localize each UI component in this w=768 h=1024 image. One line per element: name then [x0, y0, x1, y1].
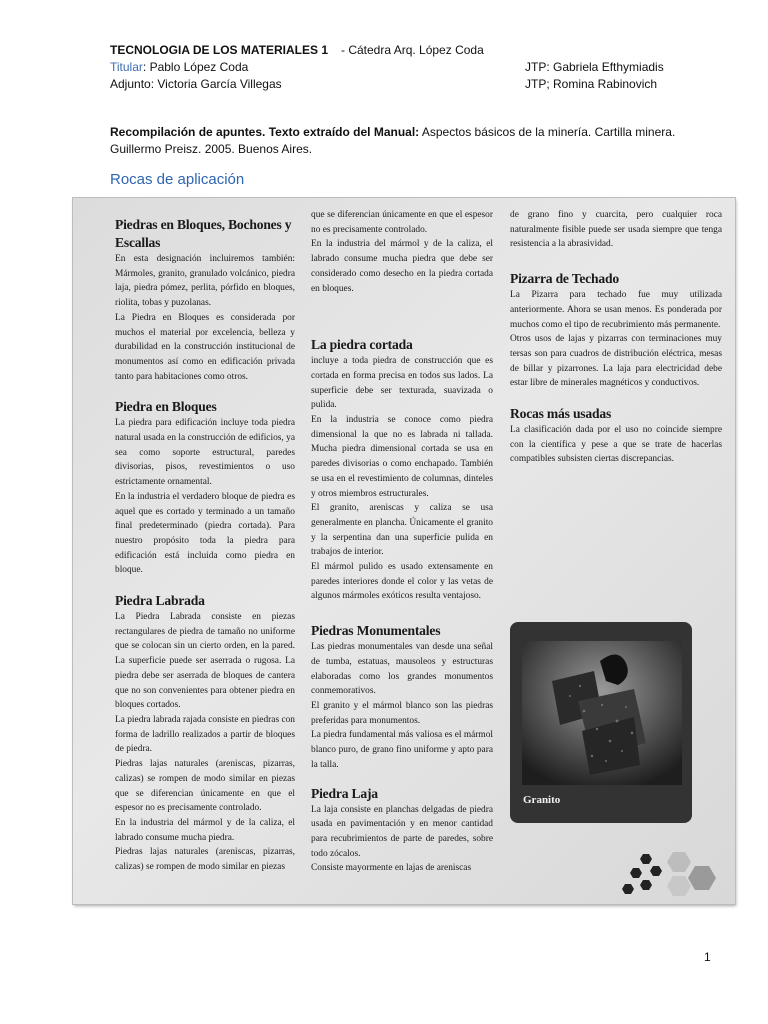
intro-paragraph [110, 124, 720, 158]
scan-heading: La piedra cortada [311, 337, 413, 353]
titular-label: Titular [110, 60, 143, 74]
scan-paragraph: Las piedras monumentales van desde una señal de tumba, estatuas, mausoleos y estructuras elaboradas como los grandes monumentos conmemorativos. [311, 642, 493, 697]
scan-paragraph: La piedra para edificación incluye toda piedra natural usada en la construcción de edificios, ya sea como soporte estructural, paredes divisorias, pisos, revestimientos o uso estrictamente ornamental. [115, 418, 295, 488]
granite-photo [522, 641, 682, 785]
scan-paragraph: La piedra fundamental más valiosa es el mármol blanco puro, de grano fino uniforme y apto para la talla. [311, 730, 493, 770]
scan-paragraph: que se diferencian únicamente en que el espesor no es precisamente controlado. [311, 210, 493, 235]
scan-paragraph: La laja consiste en planchas delgadas de piedra usada en pavimentación y en menor cantidad para recubrimientos de parte de paredes, sobre todo zócalos. [311, 804, 493, 859]
intro-rest: Aspectos básicos de la minería. Cartilla minera. Guillermo Preisz. 2005. Buenos Aires. [110, 125, 676, 156]
scan-paragraph: incluye a toda piedra de construcción que es cortada en forma precisa en todos sus lados. La superficie debe ser texturada, suavizada o pulida. [311, 356, 493, 411]
jtp-line-2: JTP; Romina Rabinovich [525, 77, 658, 91]
scan-paragraph: El mármol pulido es usado extensamente en paredes interiores donde el color y las vetas de algunos mármoles exóticos resulta ventajoso. [311, 562, 493, 602]
scan-paragraph: La Piedra Labrada consiste en piezas rectangulares de piedra de tamaño no uniforme que se colocan sin un cierto orden, en la pared. La superficie puede ser aserrada o rugosa. La piedra debe ser aserrada de bloques de cantera que no son convenientes para obtener piedra en bloques cortados. [115, 612, 295, 711]
scan-paragraph: En la industria del mármol y de la caliza, el labrado consume mucha piedra que debe ser considerado como desecho en la piedra cortada en bloques. [311, 239, 493, 294]
scan-paragraph: En la industria del mármol y de la caliza, el labrado consume mucha piedra. [115, 817, 295, 843]
scan-heading: Piedra Laja [311, 785, 378, 801]
section-title: Rocas de aplicación [110, 171, 245, 188]
scan-heading: Pizarra de Techado [510, 271, 619, 287]
hexagon-decoration-icon [613, 844, 723, 904]
scan-paragraph: La Pizarra para techado fue muy utilizada anteriormente. Ahora se usan menos. Es ponderada por muchos como el tipo de recubrimiento más permanente. [510, 290, 722, 330]
jtp-line-1: JTP: Gabriela Efthymiadis [525, 60, 664, 74]
course-title: TECNOLOGIA DE LOS MATERIALES [110, 43, 319, 57]
titular-line [110, 59, 248, 75]
scan-heading: Piedras en Bloques, Bochones y Escallas [115, 217, 292, 250]
figure-caption: Granito [523, 794, 561, 806]
scan-paragraph: El granito, areniscas y caliza se usa generalmente en plancha. Únicamente el granito y la serpentina dan una superficie pulida en trabajos de interior. [311, 503, 493, 558]
scan-paragraph: En la industria el verdadero bloque de piedra es aquel que es cortado y terminado a un tamaño final predeterminado (piedra cortada). Para nuestro propósito toda la piedra para edificación está incluida como piedra en bloque. [115, 491, 295, 576]
scan-column-2 [311, 208, 493, 876]
scan-paragraph: Piedras lajas naturales (areniscas, pizarras, calizas) se rompen de modo similar en piezas que se diferencian únicamente en que el espesor no es precisamente controlado. [115, 759, 295, 814]
catedra-label: - Cátedra Arq. López Coda [341, 43, 484, 57]
scan-paragraph: Piedras lajas naturales (areniscas, pizarras, calizas) se rompen de modo similar en piezas [115, 847, 295, 873]
scan-paragraph: La piedra labrada rajada consiste en piedras con forma de ladrillo realizados a partir de bloques de piedra. [115, 714, 295, 755]
scan-paragraph: En la industria se conoce como piedra dimensional la que no es labrada ni tallada. Mucha piedra dimensional cortada se usa en paredes divisorias o como enchapado. También se usa en el revestimiento de columnas, dinteles y otros miembros estructurales. [311, 415, 493, 499]
adjunto-line: Adjunto: Victoria García Villegas [110, 77, 282, 91]
scan-paragraph: En esta designación incluiremos también: Mármoles, granito, granulado volcánico, piedra laja, piedra pómez, perlita, pórfido en bloques, riolita, tobas y puzolanas. [115, 254, 295, 309]
scan-heading: Rocas más usadas [510, 406, 612, 422]
scan-paragraph: Consiste mayormente en lajas de areniscas [311, 863, 472, 874]
scan-paragraph: Otros usos de lajas y pizarras con terminaciones muy tersas son para cuadros de distribución eléctrica, mesas de billar y pizarrones. La laja para electricidad debe estar libre de minerales magnéticos y conductivos. [510, 334, 722, 389]
scanned-page-image [73, 198, 735, 904]
course-number: 1 [321, 43, 329, 57]
scan-heading: Piedra Labrada [115, 593, 205, 609]
scan-column-1 [115, 208, 295, 875]
titular-name: : Pablo López Coda [142, 60, 249, 74]
intro-bold: Recompilación de apuntes. Texto extraído del Manual: [110, 125, 420, 139]
scan-heading: Piedra en Bloques [115, 399, 217, 415]
scan-paragraph: de grano fino y cuarcita, pero cualquier roca naturalmente fisible puede ser usada siempre que tenga resistencia a la abrasividad. [510, 210, 722, 250]
scan-paragraph: El granito y el mármol blanco son las piedras preferidas para monumentos. [311, 700, 493, 726]
scan-heading: Piedras Monumentales [311, 623, 441, 639]
scan-column-3 [510, 208, 722, 467]
granite-figure [510, 622, 692, 823]
document-header-course [110, 42, 484, 58]
page-number: 1 [704, 950, 711, 964]
scan-paragraph: La Piedra en Bloques es considerada por muchos el material por excelencia, belleza y durabilidad en la construcción institucional de monumentos así como en edificación privada tanto para habitaciones como otros. [115, 312, 295, 382]
scan-paragraph: La clasificación dada por el uso no coincide siempre con la científica y pese a que se trate de hacerlas compatibles subsisten ciertas discrepancias. [510, 425, 722, 465]
